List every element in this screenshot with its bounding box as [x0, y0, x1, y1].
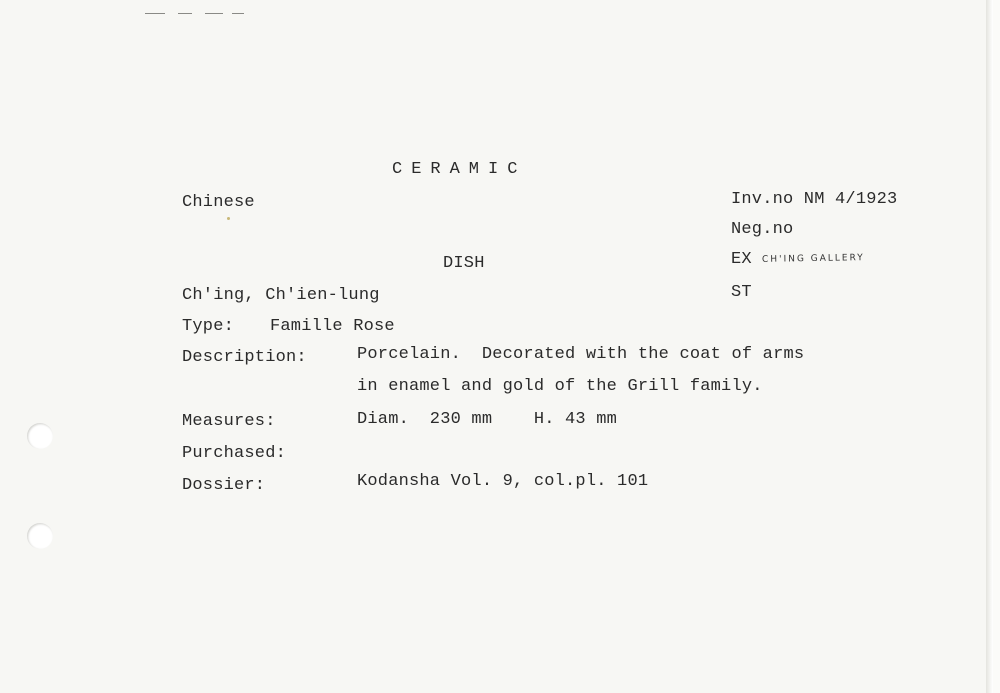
description-line-1: Porcelain. Decorated with the coat of arms: [357, 345, 805, 364]
stain-dot: [227, 217, 230, 220]
dossier-label: Dossier:: [182, 476, 266, 495]
punch-hole: [27, 423, 53, 449]
negative-number: Neg.no: [731, 220, 794, 239]
measures-value: Diam. 230 mm H. 43 mm: [357, 410, 618, 429]
measures-label: Measures:: [182, 412, 276, 431]
type-label: Type:: [182, 317, 235, 336]
origin-text: Chinese: [182, 193, 255, 212]
st-label: ST: [731, 283, 752, 302]
card-edge: [986, 0, 993, 693]
punch-hole: [27, 523, 53, 549]
period-text: Ch'ing, Ch'ien-lung: [182, 286, 380, 305]
description-line-2: in enamel and gold of the Grill family.: [357, 377, 763, 396]
dossier-value: Kodansha Vol. 9, col.pl. 101: [357, 472, 649, 491]
category-heading: CERAMIC: [392, 160, 527, 179]
type-value: Famille Rose: [270, 317, 395, 336]
object-title: DISH: [443, 254, 485, 273]
purchased-label: Purchased:: [182, 444, 287, 463]
top-mark: [145, 13, 165, 14]
inventory-number: Inv.no NM 4/1923: [731, 190, 898, 209]
top-mark: [178, 13, 192, 14]
top-mark: [205, 13, 223, 14]
ex-label: EX: [731, 250, 752, 269]
top-mark: [232, 13, 244, 14]
ex-handwritten-note: CH'ING GALLERY: [761, 253, 865, 265]
description-label: Description:: [182, 348, 307, 367]
